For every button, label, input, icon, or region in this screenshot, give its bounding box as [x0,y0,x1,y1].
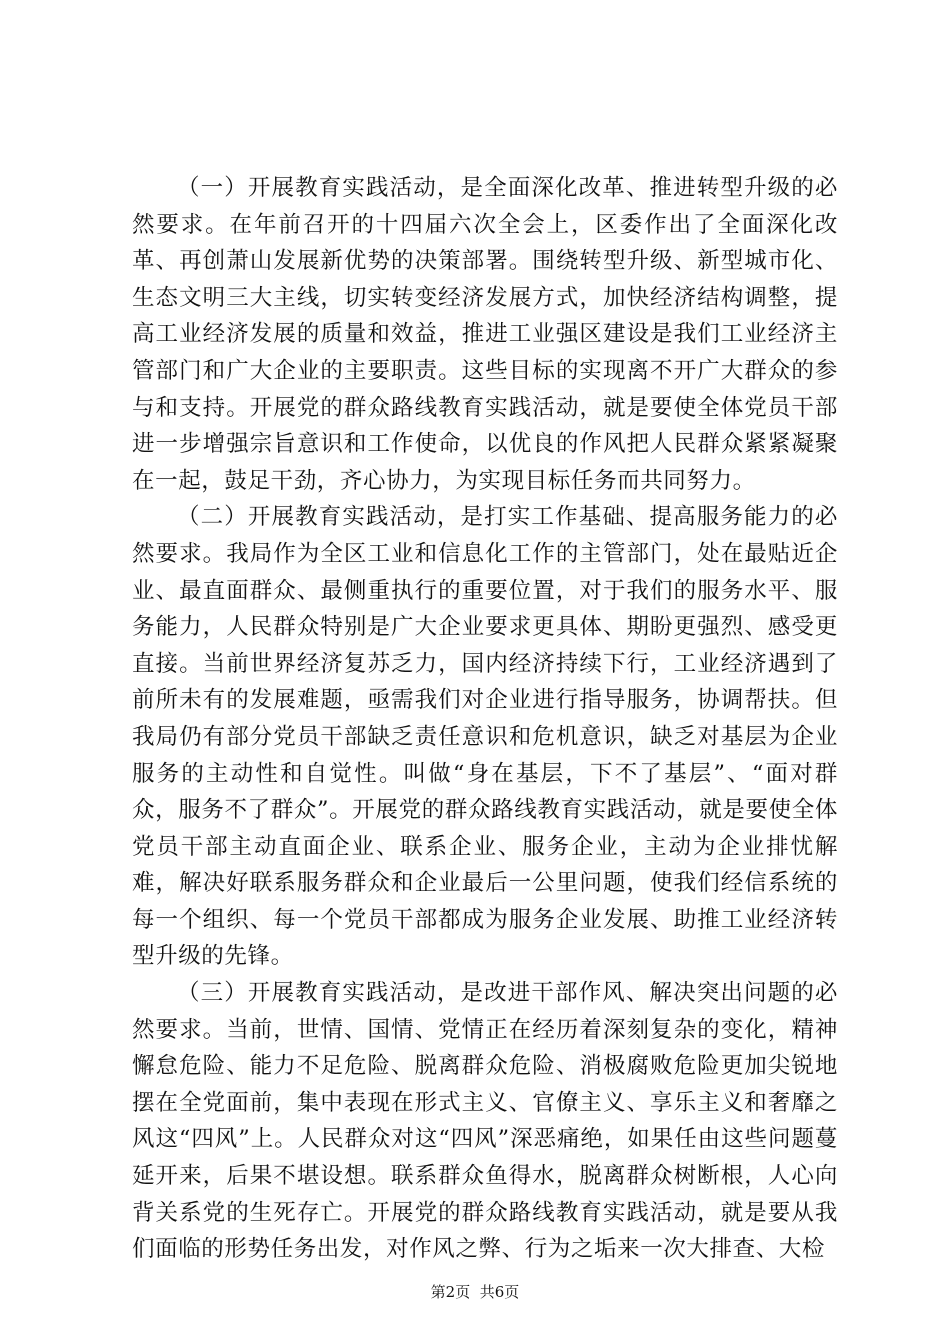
paragraph-3: （三）开展教育实践活动，是改进干部作风、解决突出问题的必然要求。当前，世情、国情、党情正在经历着深刻复杂的变化，精神懈怠危险、能力不足危险、脱离群众危险、消极腐败危险更加尖锐地摆在全党面前，集中表现在形式主义、官僚主义、享乐主义和奢靡之风这“四风”上。人民群众对这“四风”深恶痛绝，如果任由这些问题蔓延开来，后果不堪设想。联系群众鱼得水，脱离群众树断根，人心向背关系党的生死存亡。开展党的群众路线教育实践活动，就是要从我们面临的形势任务出发，对作风之弊、行为之垢来一次大排查、大检 [132,980,838,1263]
paragraph-1: （一）开展教育实践活动，是全面深化改革、推进转型升级的必然要求。在年前召开的十四届六次全会上，区委作出了全面深化改革、再创萧山发展新优势的决策部署。围绕转型升级、新型城市化、生态文明三大主线，切实转变经济发展方式，加快经济结构调整，提高工业经济发展的质量和效益，推进工业强区建设是我们工业经济主管部门和广大企业的主要职责。这些目标的实现离不开广大群众的参与和支持。开展党的群众路线教育实践活动，就是要使全体党员干部进一步增强宗旨意识和工作使命，以优良的作风把人民群众紧紧凝聚在一起，鼓足干劲，齐心协力，为实现目标任务而共同努力。 [132,175,838,494]
document-body [132,170,838,1268]
paragraph-2: （二）开展教育实践活动，是打实工作基础、提高服务能力的必然要求。我局作为全区工业和信息化工作的主管部门，处在最贴近企业、最直面群众、最侧重执行的重要位置，对于我们的服务水平、服务能力，人民群众特别是广大企业要求更具体、期盼更强烈、感受更直接。当前世界经济复苏乏力，国内经济持续下行，工业经济遇到了前所未有的发展难题，亟需我们对企业进行指导服务，协调帮扶。但我局仍有部分党员干部缺乏责任意识和危机意识，缺乏对基层为企业服务的主动性和自觉性。叫做“身在基层，下不了基层”、“面对群众，服务不了群众”。开展党的群众路线教育实践活动，就是要使全体党员干部主动直面企业、联系企业、服务企业，主动为企业排忧解难，解决好联系服务群众和企业最后一公里问题，使我们经信系统的每一个组织、每一个党员干部都成为服务企业发展、助推工业经济转型升级的先锋。 [132,504,838,970]
page-number: 第2页 [430,1283,471,1301]
page-footer [0,1282,950,1302]
page-total: 共6页 [479,1283,520,1301]
footer-separator [470,1283,480,1301]
